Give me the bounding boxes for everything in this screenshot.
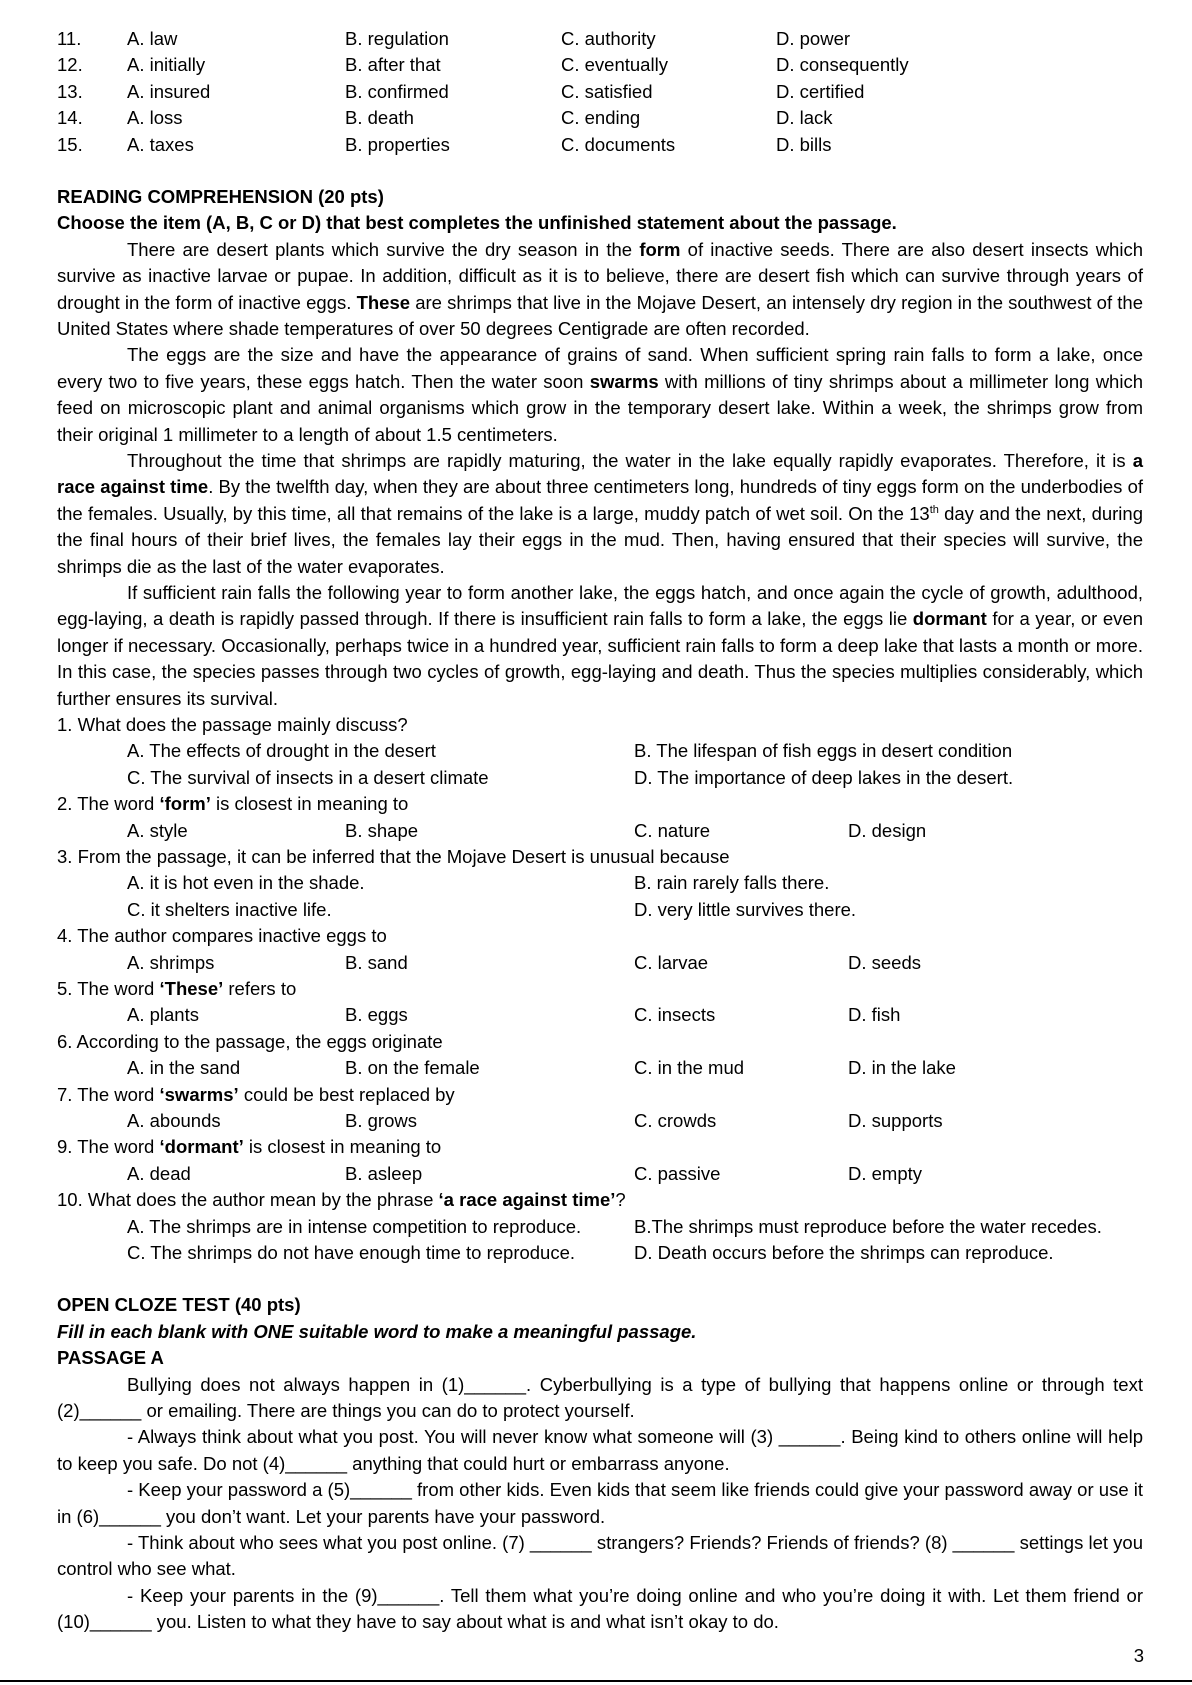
option-c: C. satisfied: [561, 80, 653, 102]
option-b: B. confirmed: [345, 80, 449, 102]
option-b: B. shape: [345, 819, 419, 841]
option-c: C. The shrimps do not have enough time to reproduce.: [127, 1242, 576, 1264]
option-d: D. lack: [776, 107, 833, 129]
vocab-options: [57, 26, 1143, 158]
cloze-paragraph-3: - Keep your password a (5)______ from other kids. Even kids that seem like friends could give your password away or use it in (6)______ you don’t want. Let your parents have your password.: [57, 1479, 1143, 1527]
options-row: [57, 897, 1143, 923]
option-c: C. passive: [634, 1162, 721, 1184]
question-10: 10. What does the author mean by the phrase ‘a race against time’?: [57, 1189, 626, 1211]
question-1: 1. What does the passage mainly discuss?: [57, 714, 408, 736]
option-a: A. abounds: [127, 1110, 221, 1132]
option-d: D. fish: [848, 1004, 901, 1026]
options-row: [57, 1108, 1143, 1134]
option-a: A. dead: [127, 1162, 191, 1184]
options-row: [57, 870, 1143, 896]
cloze-paragraph-4: - Think about who sees what you post online. (7) ______ strangers? Friends? Friends of friends? (8) ______ settings let you control who see what.: [57, 1532, 1143, 1580]
option-a: A. initially: [127, 54, 206, 76]
reading-paragraph-4: If sufficient rain falls the following year to form another lake, the eggs hatch, and once again the cycle of growth, adulthood, egg-laying, a death is rapidly passed through. If there is insufficient rain falls to form a lake, the eggs lie dormant for a year, or even longer if necessary. Occasionally, perhaps twice in a hundred year, sufficient rain falls to form a deep lake that lasts a month or more. In this case, the species passes through two cycles of growth, egg-laying and death. Thus the species multiplies considerably, which further ensures its survival.: [57, 582, 1143, 709]
cloze-paragraph-5: - Keep your parents in the (9)______. Tell them what you’re doing online and who you’re doing it with. Let them friend or (10)______ you. Listen to what they have to say about what is and what isn’t okay to do.: [57, 1584, 1143, 1633]
item-number: 12.: [57, 54, 83, 76]
option-c: C. eventually: [561, 54, 668, 76]
options-row: [57, 818, 1143, 844]
vocab-row: [57, 26, 1143, 52]
section-gap: [57, 158, 1143, 184]
option-b: B. sand: [345, 951, 408, 973]
option-a: A. loss: [127, 107, 183, 129]
vocab-row: [57, 52, 1143, 78]
question-6: 6. According to the passage, the eggs originate: [57, 1030, 443, 1052]
options-row: [57, 1214, 1143, 1240]
reading-paragraph-1: There are desert plants which survive the dry season in the form of inactive seeds. There are also desert insects which survive as inactive larvae or pupae. In addition, difficult as it is to believe, there are desert fish which can survive through years of drought in the form of inactive eggs. These are shrimps that live in the Mojave Desert, an intensely dry region in the southwest of the United States where shade temperatures of over 50 degrees Centigrade are often recorded.: [57, 238, 1143, 339]
item-number: 13.: [57, 80, 83, 102]
option-d: D. supports: [848, 1110, 943, 1132]
question-9: 9. The word ‘dormant’ is closest in meaning to: [57, 1136, 442, 1158]
option-c: C. insects: [634, 1004, 716, 1026]
option-c: C. crowds: [634, 1110, 717, 1132]
reading-instruction: Choose the item (A, B, C or D) that best completes the unfinished statement about the passage.: [57, 212, 897, 234]
option-d: D. bills: [776, 133, 832, 155]
option-d: D. in the lake: [848, 1057, 956, 1079]
options-row: [57, 765, 1143, 791]
option-a: A. in the sand: [127, 1057, 241, 1079]
page-number: 3: [1133, 1645, 1144, 1666]
option-a: A. style: [127, 819, 188, 841]
option-b: B. rain rarely falls there.: [634, 872, 830, 894]
vocab-row: [57, 79, 1143, 105]
question-7: 7. The word ‘swarms’ could be best replaced by: [57, 1083, 455, 1105]
option-c: C. it shelters inactive life.: [127, 898, 332, 920]
option-d: D. consequently: [776, 54, 909, 76]
reading-paragraph-3: Throughout the time that shrimps are rapidly maturing, the water in the lake equally rapidly evaporates. Therefore, it is a race against time. By the twelfth day, when they are about three centimeters long, hundreds of tiny eggs form on the underbodies of the females. Usually, by this time, all that remains of the lake is a large, muddy patch of wet soil. On the 13th day and the next, during the final hours of their brief lives, the females lay their eggs in the mud. Then, having ensured that their species will survive, the shrimps die as the last of the water evaporates.: [57, 450, 1143, 577]
vocab-row: [57, 105, 1143, 131]
reading-paragraph-2: The eggs are the size and have the appearance of grains of sand. When sufficient spring rain falls to form a lake, once every two to five years, these eggs hatch. Then the water soon swarms with millions of tiny shrimps about a millimeter long which feed on microscopic plant and animal organisms which grow in the temporary desert lake. Within a week, the shrimps grow from their original 1 millimeter to a length of about 1.5 centimeters.: [57, 344, 1143, 445]
item-number: 14.: [57, 107, 83, 129]
options-row: [57, 1055, 1143, 1081]
options-row: [57, 738, 1143, 764]
option-b: B. death: [345, 107, 414, 129]
vocab-row: [57, 132, 1143, 158]
option-a: A. insured: [127, 80, 211, 102]
option-c: C. ending: [561, 107, 641, 129]
question-3: 3. From the passage, it can be inferred that the Mojave Desert is unusual because: [57, 846, 730, 868]
options-row: [57, 1240, 1143, 1266]
option-b: B. grows: [345, 1110, 417, 1132]
question-5: 5. The word ‘These’ refers to: [57, 978, 297, 1000]
option-c: C. nature: [634, 819, 711, 841]
option-b: B. regulation: [345, 28, 449, 49]
option-d: D. design: [848, 819, 927, 841]
exam-page: [57, 26, 1143, 1636]
footer-rule: [0, 1680, 1192, 1682]
option-a: A. law: [127, 28, 178, 49]
option-c: C. larvae: [634, 951, 709, 973]
option-d: D. very little survives there.: [634, 898, 857, 920]
question-2: 2. The word ‘form’ is closest in meaning to: [57, 793, 409, 815]
option-c: C. documents: [561, 133, 676, 155]
option-b: B.The shrimps must reproduce before the water recedes.: [634, 1215, 1102, 1237]
options-row: [57, 1161, 1143, 1187]
question-4: 4. The author compares inactive eggs to: [57, 925, 387, 947]
cloze-instruction: Fill in each blank with ONE suitable word to make a meaningful passage.: [57, 1320, 697, 1342]
option-a: A. The shrimps are in intense competition to reproduce.: [127, 1215, 582, 1237]
option-d: D. empty: [848, 1162, 923, 1184]
option-d: D. Death occurs before the shrimps can reproduce.: [634, 1242, 1054, 1264]
option-c: C. authority: [561, 28, 656, 49]
option-b: B. on the female: [345, 1057, 480, 1079]
option-b: B. properties: [345, 133, 450, 155]
cloze-heading: OPEN CLOZE TEST (40 pts): [57, 1294, 301, 1316]
cloze-paragraph-2: - Always think about what you post. You will never know what someone will (3) ______. Being kind to others online will help to keep you safe. Do not (4)______ anything that could hurt or embarrass anyone.: [57, 1426, 1143, 1474]
option-a: A. plants: [127, 1004, 199, 1026]
option-a: A. The effects of drought in the desert: [127, 740, 436, 762]
option-d: D. The importance of deep lakes in the desert.: [634, 766, 1014, 788]
option-c: C. in the mud: [634, 1057, 745, 1079]
option-a: A. it is hot even in the shade.: [127, 872, 365, 894]
option-d: D. certified: [776, 80, 865, 102]
option-a: A. taxes: [127, 133, 194, 155]
passage-label: PASSAGE A: [57, 1347, 164, 1369]
options-row: [57, 950, 1143, 976]
option-b: B. after that: [345, 54, 441, 76]
item-number: 15.: [57, 133, 83, 155]
option-c: C. The survival of insects in a desert climate: [127, 766, 489, 788]
options-row: [57, 1002, 1143, 1028]
item-number: 11.: [57, 28, 82, 49]
option-b: B. The lifespan of fish eggs in desert condition: [634, 740, 1013, 762]
section-gap: [57, 1266, 1143, 1292]
reading-heading: READING COMPREHENSION (20 pts): [57, 185, 384, 207]
cloze-paragraph-1: Bullying does not always happen in (1)______. Cyberbullying is a type of bullying that happens online or through text (2)______ or emailing. There are things you can do to protect yourself.: [57, 1373, 1143, 1422]
option-a: A. shrimps: [127, 951, 215, 973]
option-b: B. asleep: [345, 1162, 423, 1184]
option-d: D. power: [776, 28, 851, 49]
option-d: D. seeds: [848, 951, 922, 973]
option-b: B. eggs: [345, 1004, 408, 1026]
